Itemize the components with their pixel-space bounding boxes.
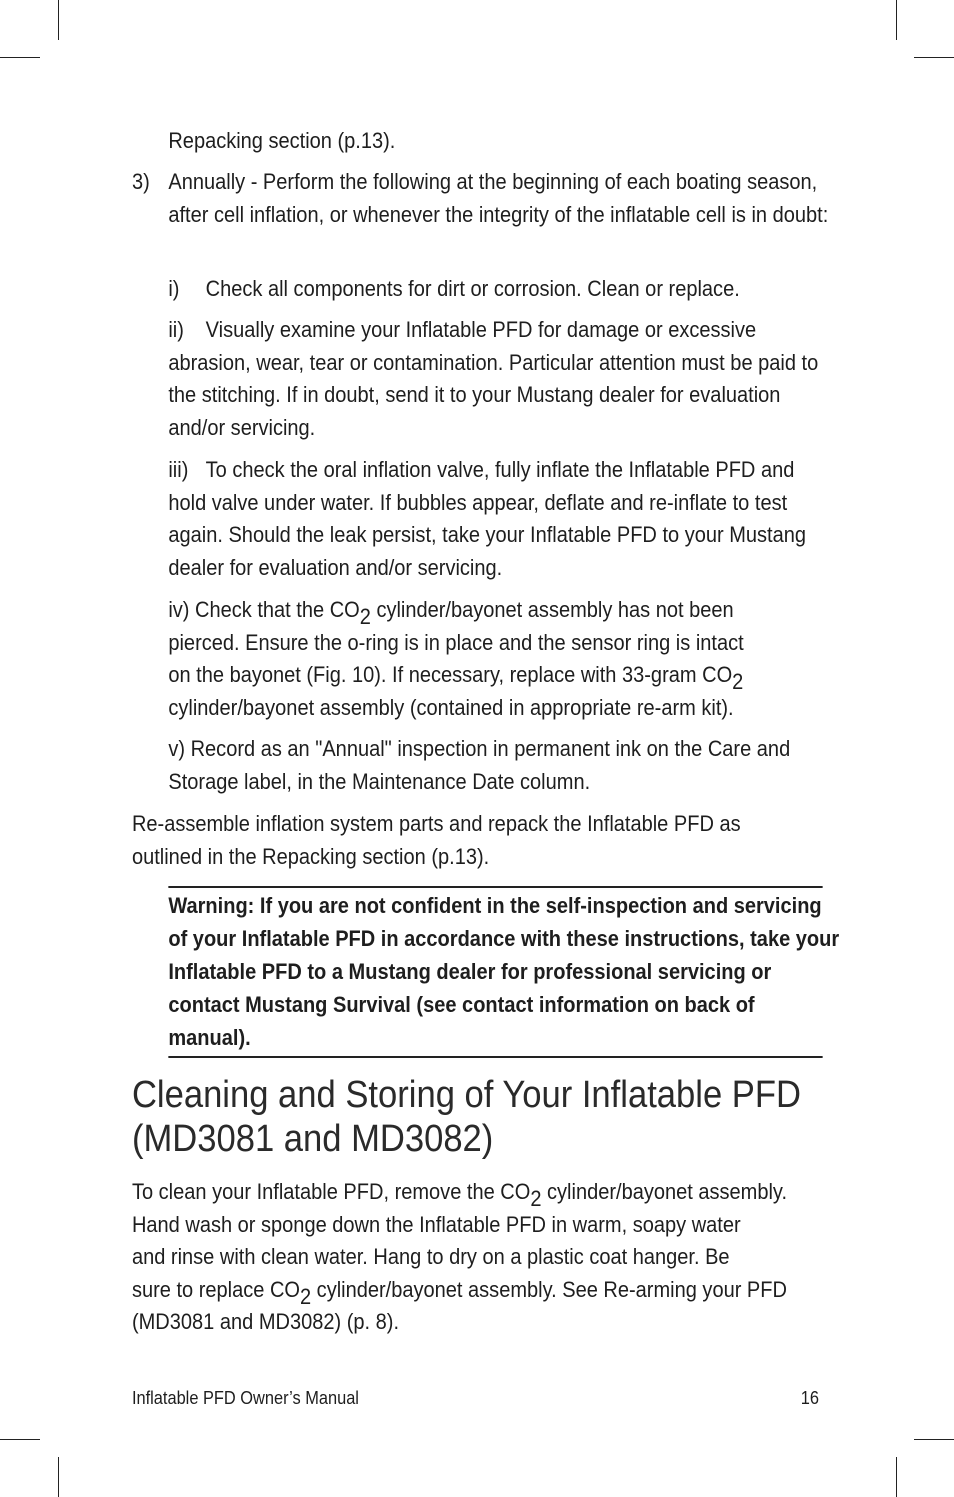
- text-line: [132, 1176, 860, 1209]
- crop-mark: [896, 1457, 897, 1497]
- text: cylinder/bayonet assembly. See Re-arming your PFD: [311, 1276, 787, 1302]
- text-line: [132, 1274, 860, 1307]
- continuation-text: Repacking section (p.13).: [168, 128, 396, 153]
- check-item-iii: [168, 454, 823, 584]
- text: cylinder/bayonet assembly.: [541, 1179, 788, 1204]
- crop-mark: [914, 1439, 954, 1440]
- item-text: iv) Check that the CO: [168, 597, 360, 622]
- item-line: [168, 594, 823, 627]
- crop-mark: [914, 57, 954, 58]
- check-item-iv: [168, 594, 823, 724]
- cleaning-text: [132, 1176, 860, 1339]
- check-item-i: [168, 273, 823, 306]
- subscript: 2: [530, 1186, 542, 1211]
- item-label: ii): [168, 317, 184, 342]
- text: To clean your Inflatable PFD, remove the CO: [131, 1179, 531, 1204]
- text: sure to replace CO: [131, 1276, 300, 1302]
- item-label: i): [168, 276, 180, 301]
- subscript: 2: [299, 1283, 312, 1309]
- text-line: (MD3081 and MD3082) (p. 8).: [131, 1309, 400, 1335]
- item-text: Visually examine your Inflatable PFD for damage or excessive abrasion, wear, tear or contamination. Particular attention must be paid to the stitching. If in doubt, send it to your Mustang dealer for evaluation and/or servicing.: [168, 317, 819, 440]
- item-line: pierced. Ensure the o-ring is in place and the sensor ring is intact: [168, 629, 744, 655]
- step-text: Annually - Perform the following at the beginning of each boating season, after cell inflation, or whenever the integrity of the inflatable cell is in doubt:: [168, 169, 829, 227]
- heading-line: Cleaning and Storing of Your Inflatable PFD: [131, 1074, 801, 1116]
- check-item-v: v) Record as an "Annual" inspection in permanent ink on the Care and Storage label, in the Maintenance Date column.: [168, 736, 791, 794]
- page-number: 16: [800, 1388, 820, 1408]
- heading-line: (MD3081 and MD3082): [131, 1118, 494, 1160]
- divider-top: [168, 886, 822, 888]
- text-line: Hand wash or sponge down the Inflatable PFD in warm, soapy water: [131, 1211, 741, 1237]
- item-text: cylinder/bayonet assembly has not been: [370, 597, 734, 622]
- section-heading: [132, 1073, 951, 1161]
- item-text: To check the oral inflation valve, fully inflate the Inflatable PFD and hold valve under water. If bubbles appear, deflate and re-inflate to test again. Should the leak persist, take your Inflatable PFD to your Mustang dealer for evaluation and/or servicing.: [168, 457, 807, 580]
- check-item-ii: [168, 314, 823, 444]
- item-line: cylinder/bayonet assembly (contained in appropriate re-arm kit).: [168, 694, 734, 720]
- item-text: on the bayonet (Fig. 10). If necessary, replace with 33-gram CO: [168, 662, 733, 688]
- step-number: 3): [131, 169, 150, 194]
- crop-mark: [896, 0, 897, 40]
- text-line: and rinse with clean water. Hang to dry on a plastic coat hanger. Be: [131, 1244, 730, 1270]
- subscript: 2: [359, 604, 371, 629]
- item-line: [168, 659, 823, 695]
- divider-bottom: [168, 1056, 822, 1058]
- item-text: Check all components for dirt or corrosion. Clean or replace.: [205, 276, 740, 301]
- warning-text: Warning: If you are not confident in the self-inspection and servicing of your Inflatable PFD in accordance with these instructions, take your Inflatable PFD to a Mustang dealer for professional servicing or contact Mustang Survival (see contact information on back of manual).: [168, 893, 840, 1050]
- reassemble-text: Re-assemble inflation system parts and repack the Inflatable PFD as outlined in the Repacking section (p.13).: [131, 811, 741, 869]
- subscript: 2: [732, 669, 744, 695]
- item-label: iii): [168, 457, 189, 482]
- footer-title: Inflatable PFD Owner’s Manual: [131, 1388, 359, 1408]
